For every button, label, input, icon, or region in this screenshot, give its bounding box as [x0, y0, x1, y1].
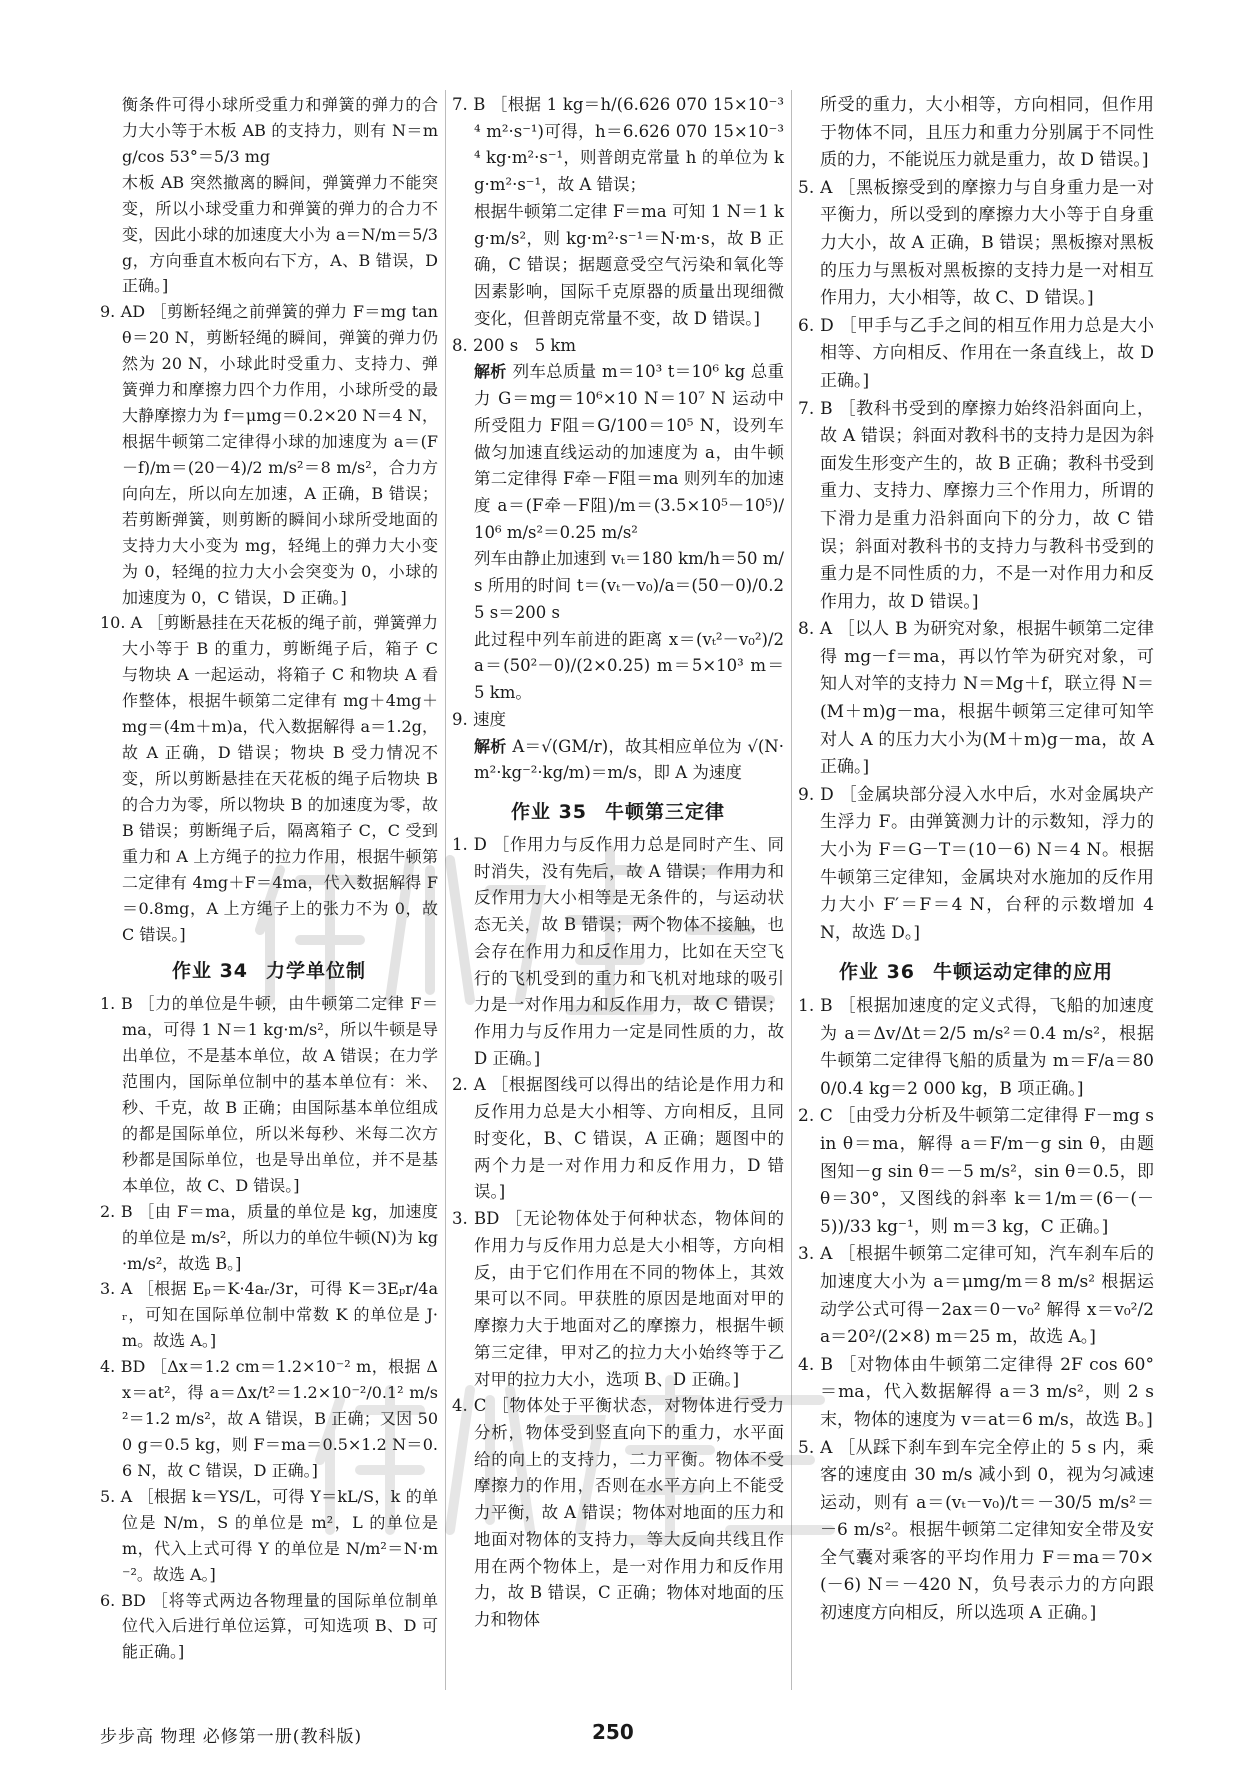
- answer-item: [452, 333, 784, 360]
- section-number: 作业 34: [171, 960, 249, 983]
- answer-text: 6. D ［甲手与乙手之间的相互作用力总是大小相等、方向相反、作用在一条直线上，故 D 正确。]: [798, 315, 1154, 391]
- answer-item: [100, 1199, 438, 1277]
- answer-item: [452, 832, 784, 1073]
- answer-text: 根据牛顿第二定律 F＝ma 可知 1 N＝1 kg·m/s²，则 kg·m²·s⁻¹＝N·m·s，故 B 正确，C 错误；据题意受空气污染和氧化等因素影响，国际千克原器的质量出现细微变化，但普朗克常量不变，故 D 错误。]: [474, 201, 784, 328]
- answer-item: [798, 396, 1154, 617]
- answer-continuation: [452, 359, 784, 546]
- answer-text: 4. BD ［Δx＝1.2 cm＝1.2×10⁻² m，根据 Δx＝at²，得 a＝Δx/t²＝1.2×10⁻²/0.1² m/s²＝1.2 m/s²，故 A 错误，B 正确；又因 500 g＝0.5 kg，则 F＝ma＝0.5×1.2 N＝0.6 N，故 C 错误，D 正确。]: [100, 1357, 438, 1480]
- answer-text: 5. A ［根据 k＝YS/L，可得 Y＝kL/S，k 的单位是 N/m，S 的单位是 m²，L 的单位是 m，代入上式可得 Y 的单位是 N/m²＝N·m⁻²。故选 A。]: [100, 1486, 438, 1584]
- answer-item: [798, 313, 1154, 396]
- answer-item: [100, 1276, 438, 1354]
- answer-item: [798, 993, 1154, 1103]
- answer-text: 2. C ［由受力分析及牛顿第二定律得 F－mg sin θ＝ma，解得 a＝F/m－g sin θ，由题图知－g sin θ＝－5 m/s²，sin θ＝0.5，即 θ＝30°，又图线的斜率 k＝1/m＝(6－(－5))/33 kg⁻¹，则 m＝3 kg，C 正确。]: [798, 1106, 1154, 1237]
- section-title: 牛顿运动定律的应用: [933, 961, 1114, 984]
- answer-text: 7. B ［根据 1 kg＝h/(6.626 070 15×10⁻³⁴ m²·s⁻¹)可得，h＝6.626 070 15×10⁻³⁴ kg·m²·s⁻¹，则普朗克常量 h 的单位为 kg·m²·s⁻¹，故 A 错误；: [452, 95, 784, 195]
- answer-text: 1. B ［力的单位是牛顿，由牛顿第二定律 F＝ma，可得 1 N＝1 kg·m/s²，所以牛顿是导出单位，不是基本单位，故 A 错误；在力学范围内，国际单位制中的基本单位有：米、秒、千克，故 B 正确；由国际基本单位组成的都是国际单位，所以米每秒、米每二次方秒都是国际单位，也是导出单位，并不是基本单位，故 C、D 错误。]: [100, 994, 438, 1195]
- answer-text: 5. A ［从踩下刹车到车完全停止的 5 s 内，乘客的速度由 30 m/s 减小到 0，视为匀减速运动，则有 a＝(vₜ－v₀)/t＝－30/5 m/s²＝－6 m/s²。根据牛顿第二定律知安全带及安全气囊对乘客的平均作用力 F＝ma＝70×(－6) N＝－420 N，负号表示力的方向跟初速度方向相反，所以选项 A 正确。]: [798, 1437, 1154, 1624]
- answer-text: 列车由静止加速到 vₜ＝180 km/h＝50 m/s 所用的时间 t＝(vₜ－v₀)/a＝(50－0)/0.25 s＝200 s: [474, 549, 784, 622]
- column-divider-2: [791, 90, 792, 1690]
- analysis-label: 解析: [474, 736, 507, 756]
- answer-item: [798, 616, 1154, 782]
- answer-text: 6. BD ［将等式两边各物理量的国际单位制单位代入后进行单位运算，可知选项 B、D 可能正确。]: [100, 1590, 438, 1662]
- answer-text: 4. B ［对物体由牛顿第二定律得 2F cos 60°＝ma，代入数据解得 a＝3 m/s²，则 2 s 末，物体的速度为 v＝at＝6 m/s，故选 B。]: [798, 1354, 1154, 1430]
- answer-text: 10. A ［剪断悬挂在天花板的绳子前，弹簧弹力大小等于 B 的重力，剪断绳子后，箱子 C 与物块 A 一起运动，将箱子 C 和物块 A 看作整体，根据牛顿第二定律有 mg＋4mg＋mg＝(4m＋m)a，代入数据解得 a＝1.2g，故 A 正确，D 错误；物块 B 受力情况不变，所以剪断悬挂在天花板的绳子后物块 B 的合力为零，所以物块 B 的加速度为零，故 B 错误；剪断绳子后，隔离箱子 C，C 受到重力和 A 上方绳子的拉力作用，根据牛顿第二定律有 4mg＋F＝4ma，代入数据解得 F＝0.8mg，A 上方绳子上的张力不为 0，故 C 错误。]: [100, 613, 438, 944]
- answer-item: [452, 707, 784, 734]
- page-number: 250: [592, 1720, 634, 1744]
- answer-text: 木板 AB 突然撤离的瞬间，弹簧弹力不能突变，所以小球受重力和弹簧的弹力的合力不变，因此小球的加速度大小为 a＝N/m＝5/3 g，方向垂直木板向右下方，A、B 错误，D 正确。]: [122, 172, 438, 296]
- answer-item: [798, 1435, 1154, 1628]
- answer-text: 列车总质量 m＝10³ t＝10⁶ kg 总重力 G＝mg＝10⁶×10 N＝10⁷ N 运动中所受阻力 F阻＝G/100＝10⁵ N，设列车做匀加速直线运动的加速度为 a，由牛顿第二定律得 F牵－F阻＝ma 则列车的加速度 a＝(F牵－F阻)/m＝(3.5×10⁵－10⁵)/10⁶ m/s²＝0.25 m/s²: [474, 362, 784, 542]
- answer-continuation: [100, 92, 438, 170]
- answer-item: [798, 1241, 1154, 1351]
- answer-text: 8. 200 s 5 km: [452, 335, 577, 355]
- analysis-label: 解析: [474, 362, 507, 382]
- section-heading: [100, 959, 438, 985]
- section-heading: [798, 959, 1154, 987]
- section-number: 作业 36: [838, 961, 916, 984]
- answer-item: [798, 175, 1154, 313]
- answer-text: 衡条件可得小球所受重力和弹簧的弹力的合力大小等于木板 AB 的支持力，则有 N＝mg/cos 53°＝5/3 mg: [122, 95, 438, 166]
- book-title-footer: 步步高 物理 必修第一册(教科版): [100, 1727, 363, 1747]
- answer-continuation: [798, 92, 1154, 175]
- answer-item: [100, 1484, 438, 1588]
- answer-text: 4. C ［物体处于平衡状态，对物体进行受力分析，物体受到竖直向下的重力，水平面给的向上的支持力，二力平衡。物体不受摩擦力的作用，否则在水平方向上不能受力平衡，故 A 错误；物体对地面的压力和地面对物体的支持力，等大反向共线且作用在两个物体上，是一对作用力和反作用力，故 B 错误，C 正确；物体对地面的压力和物体: [452, 1396, 784, 1630]
- answer-text: 所受的重力，大小相等，方向相同，但作用于物体不同，且压力和重力分别属于不同性质的力，不能说压力就是重力，故 D 错误。]: [820, 95, 1154, 171]
- answer-item: [100, 991, 438, 1198]
- answer-text: 2. B ［由 F＝ma，质量的单位是 kg，加速度的单位是 m/s²，所以力的单位牛顿(N)为 kg·m/s²，故选 B。]: [100, 1201, 438, 1273]
- answer-text: 1. D ［作用力与反作用力总是同时产生、同时消失，没有先后，故 A 错误；作用力和反作用力大小相等是无条件的，与运动状态无关，故 B 错误；两个物体不接触，也会存在作用力和反作用力，比如在天空飞行的飞机受到的重力和飞机对地球的吸引力是一对作用力和反作用力，故 C 错误；作用力与反作用力一定是同性质的力，故 D 正确。]: [452, 834, 784, 1068]
- answer-text: 此过程中列车前进的距离 x＝(vₜ²－v₀²)/2a＝(50²－0)/(2×0.25) m＝5×10³ m＝5 km。: [474, 629, 784, 703]
- answer-item: [452, 1393, 784, 1634]
- answer-text: 9. D ［金属块部分浸入水中后，水对金属块产生浮力 F。由弹簧测力计的示数知，浮力的大小为 F＝G－T＝(10－6) N＝4 N。根据牛顿第三定律知，金属块对水施加的反作用力大小 F′＝F＝4 N，台秤的示数增加 4 N，故选 D。]: [798, 784, 1154, 943]
- answer-text: 2. A ［根据图线可以得出的结论是作用力和反作用力总是大小相等、方向相反，且同时变化，B、C 错误，A 正确；题图中的两个力是一对作用力和反作用力，D 错误。]: [452, 1075, 784, 1202]
- answer-text: 8. A ［以人 B 为研究对象，根据牛顿第二定律得 mg－f＝ma，再以竹竿为研究对象，可知人对竿的支持力 N＝Mg＋f，联立得 N＝(M＋m)g－ma，根据牛顿第三定律可知竿对人 A 的压力大小为(M＋m)g－ma，故 A 正确。]: [798, 619, 1154, 778]
- answer-item: [798, 1352, 1154, 1435]
- answer-item: [452, 1206, 784, 1393]
- answer-continuation: [452, 199, 784, 333]
- answer-text: 3. BD ［无论物体处于何种状态，物体间的作用力与反作用力总是大小相等，方向相反，由于它们作用在不同的物体上，其效果可以不同。甲获胜的原因是地面对甲的摩擦力大于地面对乙的摩擦力，根据牛顿第三定律，甲对乙的拉力大小始终等于乙对甲的拉力大小，选项 B、D 正确。]: [452, 1209, 784, 1389]
- answer-item: [798, 1103, 1154, 1241]
- section-title: 牛顿第三定律: [605, 801, 726, 824]
- answer-item: [100, 1588, 438, 1666]
- answer-item: [452, 1072, 784, 1206]
- answer-text: 5. A ［黑板擦受到的摩擦力与自身重力是一对平衡力，所以受到的摩擦力大小等于自身重力大小，故 A 正确，B 错误；黑板擦对黑板的压力与黑板对黑板擦的支持力是一对相互作用力，大小相等，故 C、D 错误。]: [798, 177, 1154, 309]
- answer-item: [452, 92, 784, 199]
- answer-item: [798, 782, 1154, 948]
- answer-text: 7. B ［教科书受到的摩擦力始终沿斜面向上，故 A 错误；斜面对教科书的支持力是因为斜面发生形变产生的，故 B 正确；教科书受到重力、支持力、摩擦力三个作用力，所谓的下滑力是重力沿斜面向下的分力，故 C 错误；斜面对教科书的支持力与教科书受到的重力是不同性质的力，不是一对作用力和反作用力，故 D 错误。]: [798, 398, 1154, 612]
- answer-column-1: [100, 92, 438, 1665]
- answer-column-3: [798, 92, 1154, 1628]
- answer-continuation: [452, 734, 784, 787]
- answer-text: A＝√(GM/r)，故其相应单位为 √(N·m²·kg⁻²·kg/m)＝m/s，即 A 为速度: [474, 736, 784, 783]
- answer-item: [100, 1354, 438, 1484]
- section-title: 力学单位制: [266, 960, 367, 983]
- answer-text: 1. B ［根据加速度的定义式得，飞船的加速度为 a＝Δv/Δt＝2/5 m/s²＝0.4 m/s²，根据牛顿第二定律得飞船的质量为 m＝F/a＝800/0.4 kg＝2 000 kg，B 项正确。]: [798, 996, 1154, 1099]
- section-number: 作业 35: [510, 801, 588, 824]
- answer-text: 3. A ［根据牛顿第二定律可知，汽车刹车后的加速度大小为 a＝μmg/m＝8 m/s² 根据运动学公式可得－2ax＝0－v₀² 解得 x＝v₀²/2a＝20²/(2×8) m＝25 m，故选 A。]: [798, 1244, 1154, 1348]
- answer-text: 9. AD ［剪断轻绳之前弹簧的弹力 F＝mg tan θ＝20 N，剪断轻绳的瞬间，弹簧的弹力仍然为 20 N，小球此时受重力、支持力、弹簧弹力和摩擦力四个力作用，小球所受的最大静摩擦力为 f＝μmg＝0.2×20 N＝4 N，根据牛顿第二定律得小球的加速度为 a＝(F－f)/m＝(20－4)/2 m/s²＝8 m/s²，合力方向向左，所以向左加速，A 正确，B 错误；若剪断弹簧，则剪断的瞬间小球所受地面的支持力大小变为 mg，轻绳上的弹力大小变为 0，轻绳的拉力大小会突变为 0，小球的加速度为 0，C 错误，D 正确。]: [100, 302, 438, 607]
- answer-continuation: [452, 627, 784, 707]
- answer-continuation: [452, 546, 784, 626]
- answer-item: [100, 299, 438, 610]
- answer-column-2: [452, 92, 784, 1634]
- answer-continuation: [100, 170, 438, 300]
- answer-item: [100, 610, 438, 947]
- answer-text: 3. A ［根据 Eₚ＝K·4aᵣ/3r，可得 K＝3Eₚr/4aᵣ，可知在国际单位制中常数 K 的单位是 J·m。故选 A。]: [100, 1279, 438, 1351]
- section-heading: [452, 799, 784, 826]
- column-divider-1: [445, 90, 446, 1690]
- answer-text: 9. 速度: [452, 709, 506, 729]
